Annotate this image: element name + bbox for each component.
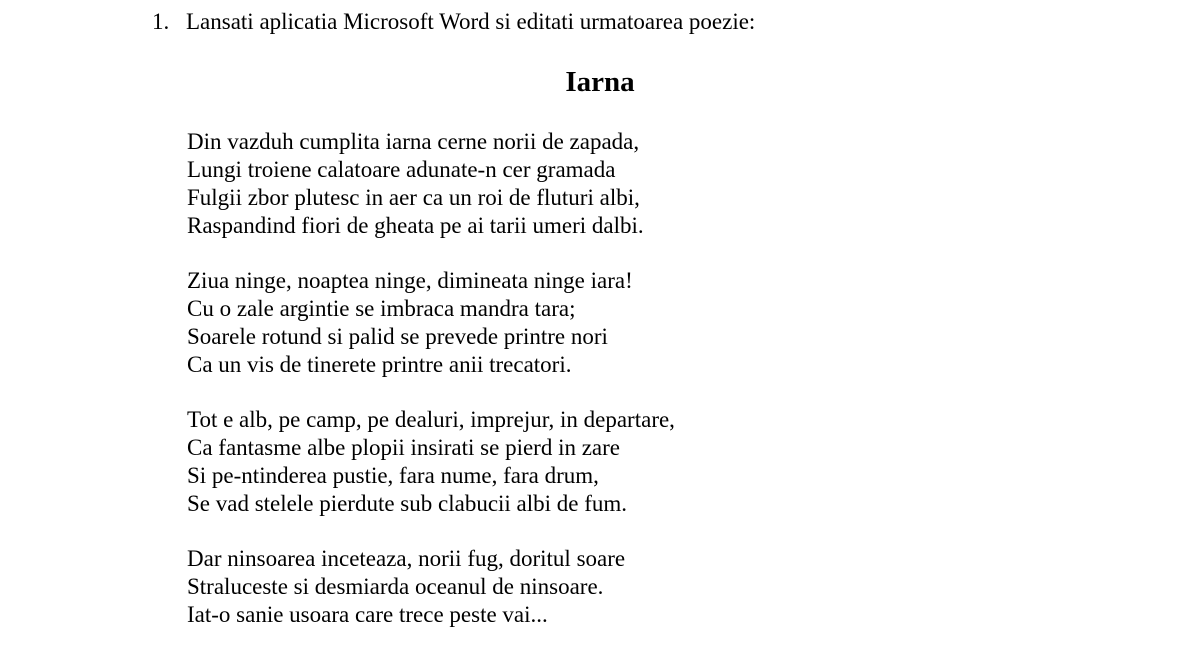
stanza-3: [187, 406, 675, 518]
poem-line: Lungi troiene calatoare adunate-n cer gramada: [187, 157, 616, 182]
poem-line: Soarele rotund si palid se prevede printre nori: [187, 324, 608, 349]
poem-line: Cu o zale argintie se imbraca mandra tara;: [187, 296, 576, 321]
poem-line: Straluceste si desmiarda oceanul de ninsoare.: [187, 574, 604, 599]
instruction-text: Lansati aplicatia Microsoft Word si editati urmatoarea poezie:: [186, 9, 756, 34]
poem-line: Din vazduh cumplita iarna cerne norii de zapada,: [187, 129, 640, 154]
poem-line: Ca un vis de tinerete printre anii trecatori.: [187, 352, 572, 377]
poem-line: Raspandind fiori de gheata pe ai tarii umeri dalbi.: [187, 213, 644, 238]
poem-line: Fulgii zbor plutesc in aer ca un roi de fluturi albi,: [187, 185, 640, 210]
poem-line: Ziua ninge, noaptea ninge, dimineata ninge iara!: [187, 268, 633, 293]
poem-line: Dar ninsoarea inceteaza, norii fug, doritul soare: [187, 546, 626, 571]
poem-line: Iat-o sanie usoara care trece peste vai...: [187, 602, 548, 627]
stanza-4: [187, 545, 675, 629]
poem-title: Iarna: [565, 66, 635, 98]
poem-line: Tot e alb, pe camp, pe dealuri, imprejur, in departare,: [187, 407, 675, 432]
poem-line: Ca fantasme albe plopii insirati se pierd in zare: [187, 435, 621, 460]
stanza-2: [187, 267, 675, 379]
instruction-item: [152, 8, 755, 36]
stanza-1: [187, 128, 675, 240]
poem-body: [187, 128, 675, 656]
poem-line: Si pe-ntinderea pustie, fara nume, fara drum,: [187, 463, 599, 488]
poem-line: Se vad stelele pierdute sub clabucii albi de fum.: [187, 491, 628, 516]
instruction-number: 1.: [152, 9, 170, 34]
